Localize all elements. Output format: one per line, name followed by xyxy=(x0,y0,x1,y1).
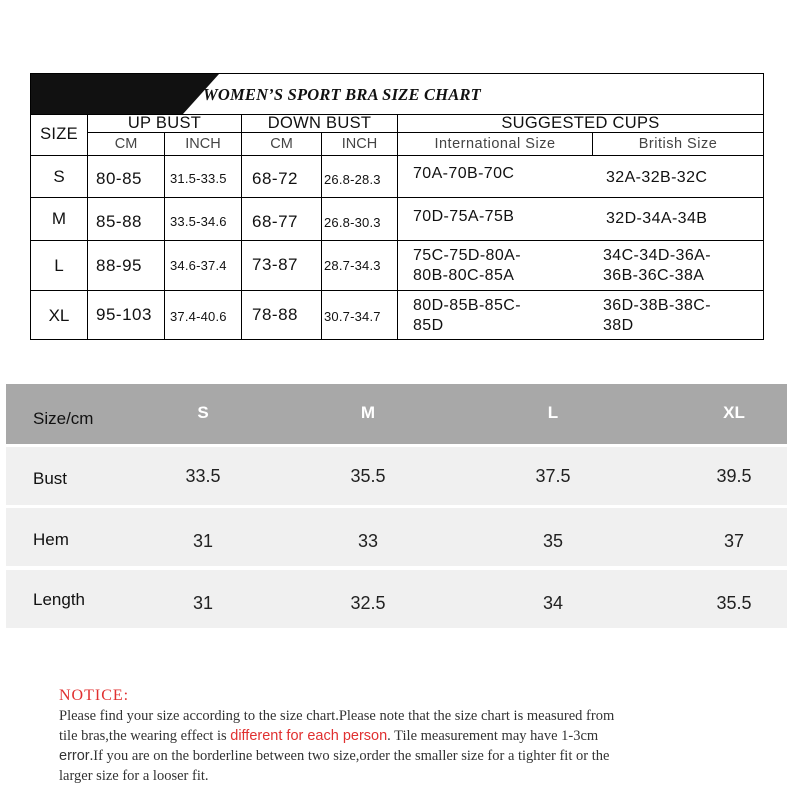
down-bust-inch: 26.8-30.3 xyxy=(324,215,381,230)
value-cell: 37.5 xyxy=(535,466,571,486)
size-cm-table-header xyxy=(6,384,787,444)
subheader-down-cm: CM xyxy=(270,136,293,152)
value-cell: 39.5 xyxy=(716,466,752,486)
subheader-international: International Size xyxy=(434,136,556,152)
value-cell: 32.5 xyxy=(350,593,386,613)
notice-line: larger size for a looser fit. xyxy=(59,768,209,784)
notice-line xyxy=(59,726,759,746)
up-bust-cm: 85-88 xyxy=(96,211,142,231)
cup-line: 36B-36C-38A xyxy=(603,266,705,284)
notice-title: NOTICE: xyxy=(59,687,130,704)
international-cups xyxy=(398,291,592,340)
subheader-down-inch: INCH xyxy=(341,136,378,152)
cup-line: 80D-85B-85C- xyxy=(413,296,521,314)
up-bust-inch: 33.5-34.6 xyxy=(170,214,227,229)
row-size-label: XL xyxy=(48,305,70,325)
cup-line: 34C-34D-36A- xyxy=(603,246,711,264)
table-row-length xyxy=(6,570,787,628)
up-bust-cm: 80-85 xyxy=(96,168,142,188)
chart-title-band xyxy=(31,74,763,115)
british-cups xyxy=(584,241,763,290)
size-col-xl: XL xyxy=(723,403,745,422)
header-suggested-cups: SUGGESTED CUPS xyxy=(501,114,660,132)
notice-text: tile bras,the wearing effect is xyxy=(59,728,231,744)
down-bust-inch: 26.8-28.3 xyxy=(324,172,381,187)
cup-line: 70D-75A-75B xyxy=(413,208,515,225)
notice-line xyxy=(59,746,759,766)
notice-text: . Tile measurement may have 1-3cm xyxy=(387,728,599,744)
down-bust-inch: 30.7-34.7 xyxy=(324,309,381,324)
table-row-hem xyxy=(6,508,787,566)
cup-line: 36D-38B-38C- xyxy=(603,296,711,314)
cup-line: 85D xyxy=(413,316,444,334)
row-size-label: M xyxy=(51,209,67,228)
british-cups xyxy=(587,198,763,240)
size-col-l: L xyxy=(547,403,559,422)
size-cm-label: Size/cm xyxy=(33,409,94,428)
cup-line: 38D xyxy=(603,316,634,334)
subheader-british: British Size xyxy=(638,136,718,152)
chart-title: WOMEN’S SPORT BRA SIZE CHART xyxy=(203,85,481,104)
up-bust-inch: 34.6-37.4 xyxy=(170,258,227,273)
notice-text: error xyxy=(59,748,90,764)
cup-line: 70A-70B-70C xyxy=(413,165,515,182)
international-cups xyxy=(398,241,592,290)
up-bust-cm: 95-103 xyxy=(96,304,152,324)
notice-highlight: different for each person xyxy=(230,728,388,744)
value-cell: 37 xyxy=(723,531,745,551)
international-cups xyxy=(398,198,592,236)
value-cell: 31 xyxy=(192,593,214,613)
size-col-m: M xyxy=(360,403,376,422)
down-bust-cm: 68-77 xyxy=(252,211,298,231)
table-row-bust xyxy=(6,447,787,505)
value-cell: 35.5 xyxy=(716,593,752,613)
row-label: Length xyxy=(33,590,85,609)
header-up-bust: UP BUST xyxy=(127,114,202,132)
bra-size-chart xyxy=(30,73,764,340)
british-cups xyxy=(587,156,763,200)
up-bust-inch: 31.5-33.5 xyxy=(170,171,227,186)
down-bust-inch: 28.7-34.3 xyxy=(324,258,381,273)
value-cell: 34 xyxy=(542,593,564,613)
up-bust-cm: 88-95 xyxy=(96,255,142,275)
row-size-label: L xyxy=(54,255,64,275)
row-label: Hem xyxy=(33,530,69,549)
down-bust-cm: 78-88 xyxy=(252,304,298,324)
international-cups xyxy=(398,156,592,192)
down-bust-cm: 68-72 xyxy=(252,168,298,188)
title-black-block xyxy=(31,74,183,114)
header-down-bust: DOWN BUST xyxy=(267,114,372,132)
value-cell: 35 xyxy=(542,531,564,551)
row-size-label: S xyxy=(53,166,65,186)
notice-text: .If you are on the borderline between two size,order the smaller size for a tighter fit or the xyxy=(89,748,610,764)
value-cell: 31 xyxy=(192,531,214,551)
down-bust-cm: 73-87 xyxy=(252,254,298,274)
british-cups xyxy=(584,291,763,340)
value-cell: 33 xyxy=(357,531,379,551)
subheader-up-inch: INCH xyxy=(185,136,221,152)
cup-line: 75C-75D-80A- xyxy=(413,246,521,264)
header-size: SIZE xyxy=(40,125,78,143)
up-bust-inch: 37.4-40.6 xyxy=(170,309,227,324)
notice-block xyxy=(59,686,759,786)
subheader-up-cm: CM xyxy=(114,136,138,152)
size-col-s: S xyxy=(197,403,209,422)
cup-line: 32D-34A-34B xyxy=(606,210,708,227)
notice-line: Please find your size according to the size chart.Please note that the size chart is measured from xyxy=(59,708,615,724)
cup-line: 80B-80C-85A xyxy=(413,266,515,284)
row-label: Bust xyxy=(33,469,68,488)
value-cell: 33.5 xyxy=(185,466,221,486)
cup-line: 32A-32B-32C xyxy=(606,169,708,186)
value-cell: 35.5 xyxy=(350,466,386,486)
